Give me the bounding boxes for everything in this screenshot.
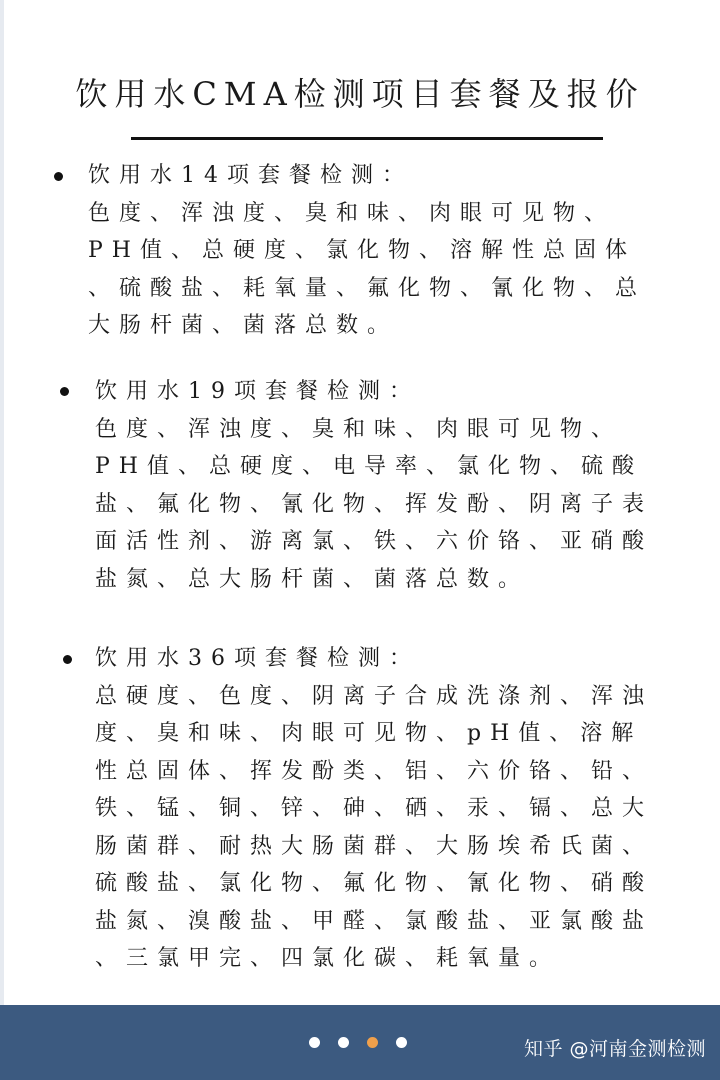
section-line: 盐氮、溴酸盐、甲醛、氯酸盐、亚氯酸盐 [95, 908, 654, 934]
section-line: PH值、总硬度、电导率、氯化物、硫酸 [95, 454, 643, 479]
section-line: 、三氯甲完、四氯化碳、耗氧量。 [95, 946, 561, 971]
section-line: 度、臭和味、肉眼可见物、pH值、溶解 [95, 721, 643, 746]
section-line: 、硫酸盐、耗氧量、氟化物、氰化物、总 [88, 275, 647, 301]
section-line: 铁、锰、铜、锌、砷、硒、汞、镉、总大 [95, 796, 654, 821]
section-heading: 饮用水19项套餐检测： [95, 379, 420, 404]
section-line: 盐、氟化物、氰化物、挥发酚、阴离子表 [95, 491, 654, 517]
section-line: 总硬度、色度、阴离子合成洗涤剂、浑浊 [95, 683, 654, 709]
section-line: 硫酸盐、氯化物、氟化物、氰化物、硝酸 [95, 871, 654, 896]
bullet-icon [54, 172, 63, 181]
carousel-dot-3-active[interactable] [367, 1037, 378, 1048]
package-36-section [95, 640, 653, 978]
section-line: 性总固体、挥发酚类、铝、六价铬、铅、 [95, 758, 654, 784]
section-line: 色度、浑浊度、臭和味、肉眼可见物、 [88, 200, 616, 226]
package-19-section [95, 373, 653, 598]
left-edge-strip [0, 0, 4, 1005]
section-line: 盐氮、总大肠杆菌、菌落总数。 [95, 566, 530, 592]
section-line: 肠菌群、耐热大肠菌群、大肠埃希氏菌、 [95, 833, 654, 859]
section-line: PH值、总硬度、氯化物、溶解性总固体 [88, 238, 636, 263]
section-heading: 饮用水36项套餐检测： [95, 646, 420, 671]
bullet-icon [60, 387, 69, 396]
section-line: 大肠杆菌、菌落总数。 [88, 313, 399, 338]
carousel-dot-4[interactable] [396, 1037, 407, 1048]
bullet-icon [63, 655, 72, 664]
title-underline [131, 137, 603, 140]
page-title: 饮用水CMA检测项目套餐及报价 [75, 75, 645, 113]
section-heading: 饮用水14项套餐检测： [88, 163, 413, 188]
section-line: 色度、浑浊度、臭和味、肉眼可见物、 [95, 416, 623, 442]
section-line: 面活性剂、游离氯、铁、六价铬、亚硝酸 [95, 529, 654, 554]
carousel-dot-1[interactable] [309, 1037, 320, 1048]
carousel-dot-2[interactable] [338, 1037, 349, 1048]
package-14-section [88, 157, 646, 345]
zhihu-watermark: 知乎 @河南金测检测 [523, 1038, 706, 1060]
